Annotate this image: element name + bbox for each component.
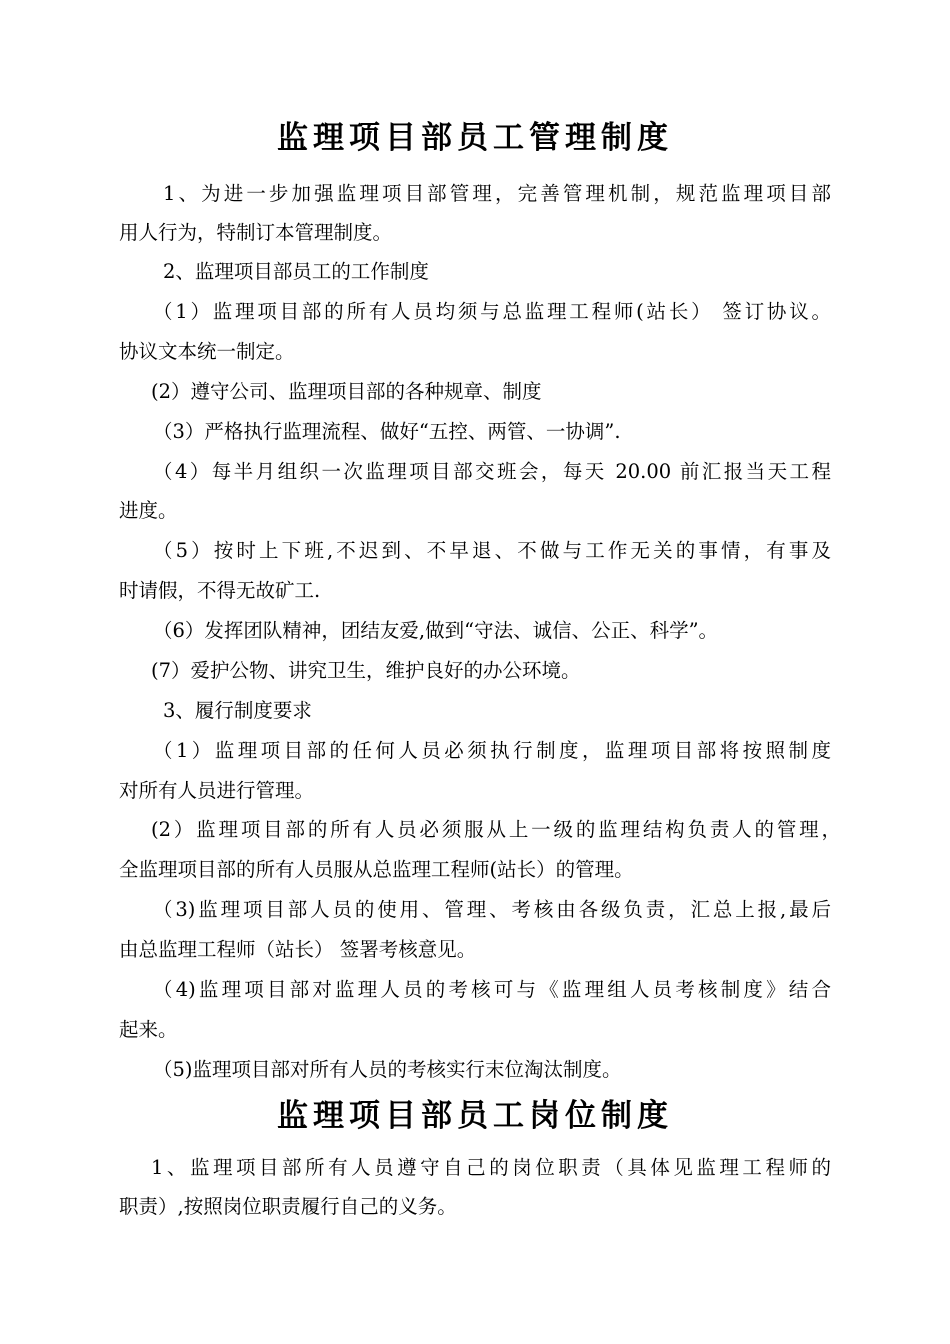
- paragraph-line: （1）监理项目部的所有人员均须与总监理工程师(站长） 签订协议。: [153, 300, 831, 323]
- paragraph-line: (2）监理项目部的所有人员必须服从上一级的监理结构负责人的管理，: [151, 818, 841, 841]
- paragraph-line: 对所有人员进行管理。: [119, 779, 315, 802]
- paragraph-line: （4）每半月组织一次监理项目部交班会，每天 20.00 前汇报当天工程: [153, 460, 831, 483]
- paragraph-line: （5）按时上下班,不迟到、不早退、不做与工作无关的事情，有事及: [153, 539, 831, 562]
- paragraph-line: 职责）,按照岗位职责履行自己的义务。: [119, 1195, 457, 1218]
- paragraph-line: （1）监理项目部的任何人员必须执行制度，监理项目部将按照制度: [153, 739, 831, 762]
- paragraph-line: （3)监理项目部人员的使用、管理、考核由各级负责，汇总上报,最后: [153, 898, 831, 921]
- title-post: 监理项目部员工岗位制度: [277, 1098, 673, 1134]
- paragraph-line: (7）爱护公物、讲究卫生，维护良好的办公环境。: [151, 659, 581, 682]
- section-heading: 3、履行制度要求: [163, 699, 312, 722]
- paragraph-line: 时请假，不得无故矿工.: [119, 579, 321, 602]
- paragraph-line: (2）遵守公司、监理项目部的各种规章、制度: [151, 380, 542, 403]
- paragraph-line: 协议文本统一制定。: [119, 340, 295, 363]
- paragraph-line: 用人行为，特制订本管理制度。: [119, 221, 393, 244]
- title-management: 监理项目部员工管理制度: [277, 120, 673, 156]
- section-heading: 2、监理项目部员工的工作制度: [163, 260, 429, 283]
- paragraph-line: 全监理项目部的所有人员服从总监理工程师(站长）的管理。: [119, 858, 634, 881]
- paragraph-line: （6）发挥团队精神，团结友爱,做到“守法、诚信、公正、科学”。: [153, 619, 719, 642]
- paragraph-line: 1、为进一步加强监理项目部管理，完善管理机制，规范监理项目部: [163, 182, 831, 205]
- paragraph-line: 起来。: [119, 1018, 178, 1041]
- paragraph-line: （5)监理项目部对所有人员的考核实行末位淘汰制度。: [153, 1058, 622, 1081]
- paragraph-line: 进度。: [119, 499, 178, 522]
- paragraph-line: 1、监理项目部所有人员遵守自己的岗位职责（具体见监理工程师的: [151, 1156, 831, 1179]
- paragraph-line: （3）严格执行监理流程、做好“五控、两管、一协调”.: [153, 420, 621, 443]
- paragraph-line: （4)监理项目部对监理人员的考核可与《监理组人员考核制度》结合: [153, 978, 831, 1001]
- paragraph-line: 由总监理工程师（站长） 签署考核意见。: [119, 938, 477, 961]
